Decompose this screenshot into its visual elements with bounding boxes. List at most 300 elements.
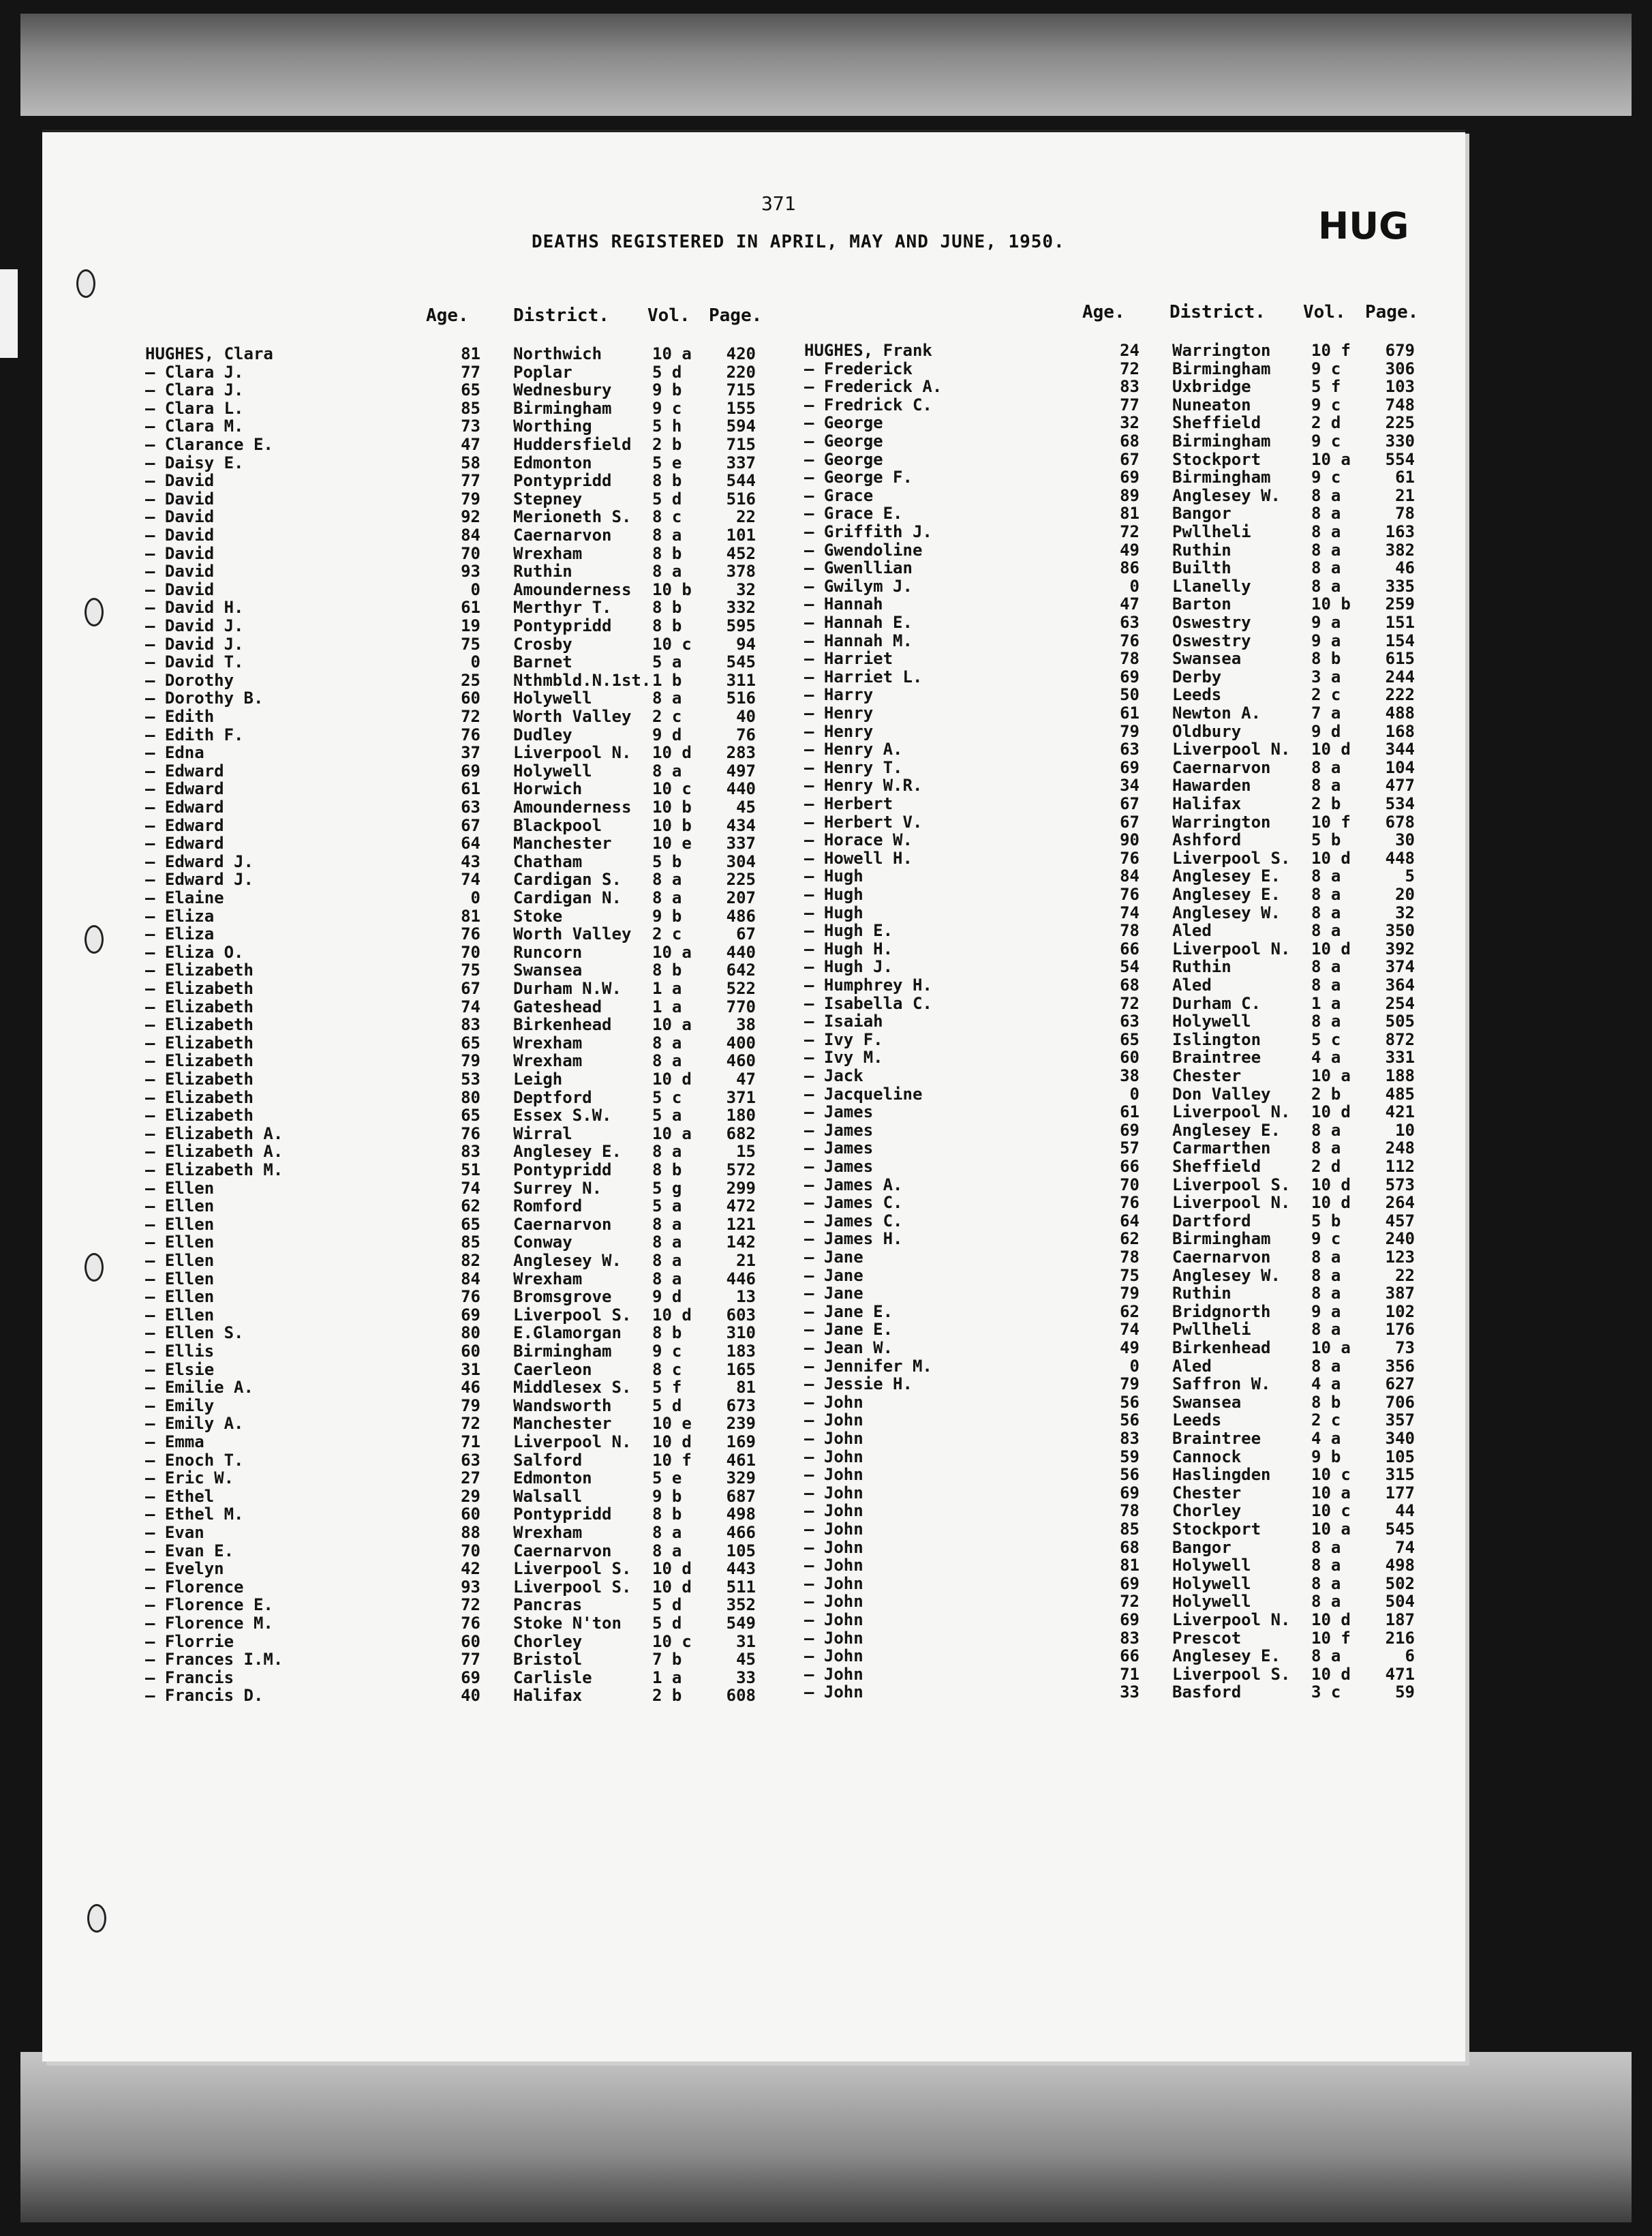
entry-age: 60: [1120, 1048, 1139, 1068]
entry-age: 0: [470, 579, 480, 599]
entry-page: 364: [1385, 976, 1415, 995]
entry-district: Bromsgrove: [513, 1287, 612, 1307]
entry-name: — Frederick: [804, 359, 913, 378]
entry-district: Poplar: [513, 362, 572, 382]
entry-page: 356: [1385, 1356, 1415, 1376]
entry-page: 544: [726, 471, 756, 491]
entry-page: 382: [1385, 540, 1415, 560]
entry-age: 63: [1120, 613, 1139, 632]
entry-row: [804, 558, 1418, 577]
entry-page: 10: [1395, 1120, 1415, 1140]
entry-row: [145, 544, 759, 562]
entry-name: — Edward: [145, 779, 224, 799]
entry-age: 0: [1129, 576, 1139, 596]
entry-district: Amounderness: [513, 798, 632, 817]
entry-name: — Gwenllian: [804, 558, 913, 578]
entry-vol: 7 a: [1311, 704, 1341, 723]
entry-vol: 8 a: [652, 1251, 682, 1270]
entry-name: — Harry: [804, 685, 874, 705]
entry-age: 76: [461, 924, 480, 944]
entry-page: 188: [1385, 1066, 1415, 1085]
entry-row: [804, 667, 1418, 686]
entry-district: Caernarvon: [1172, 1248, 1271, 1267]
entry-page: 502: [1385, 1573, 1415, 1593]
entry-page: 101: [726, 526, 756, 545]
entry-vol: 8 a: [1311, 558, 1341, 578]
entry-row: [804, 359, 1418, 378]
entry-vol: 9 c: [1311, 1229, 1341, 1249]
entry-row: [804, 866, 1418, 885]
entry-row: [804, 1393, 1418, 1411]
entry-district: Runcorn: [513, 942, 583, 962]
entry-age: 61: [1120, 704, 1139, 723]
entry-age: 46: [461, 1378, 480, 1398]
entry-age: 79: [461, 1395, 480, 1415]
entry-age: 72: [1120, 993, 1139, 1013]
entry-row: [145, 453, 759, 472]
entry-district: Anglesey E.: [1172, 1120, 1281, 1140]
entry-district: Edmonton: [513, 453, 592, 472]
entry-row: [145, 1414, 759, 1432]
entry-row: [804, 921, 1418, 939]
entry-district: Wandsworth: [513, 1395, 612, 1415]
entry-district: Chorley: [1172, 1501, 1242, 1521]
entry-row: [145, 471, 759, 489]
entry-age: 0: [1129, 1356, 1139, 1376]
page-number: 371: [761, 192, 796, 215]
entry-age: 74: [1120, 1320, 1139, 1340]
entry-page: 554: [1385, 449, 1415, 469]
entry-name: — Jane: [804, 1284, 863, 1303]
entry-page: 595: [726, 616, 756, 635]
entry-age: 76: [461, 1614, 480, 1633]
entry-name: — Elizabeth: [145, 961, 254, 980]
entry-row: [804, 1592, 1418, 1610]
entry-row: [804, 1429, 1418, 1447]
entry-name: — Jacqueline: [804, 1084, 923, 1104]
entry-row: [804, 1501, 1418, 1520]
entry-row: [145, 671, 759, 689]
entry-page: 222: [1385, 685, 1415, 705]
entry-page: 420: [726, 344, 756, 363]
entry-age: 70: [461, 1541, 480, 1560]
entry-name: — Emily A.: [145, 1414, 244, 1434]
entry-vol: 8 a: [652, 1541, 682, 1560]
entry-age: 63: [1120, 740, 1139, 759]
entry-name: — Elizabeth: [145, 1033, 254, 1053]
entry-vol: 8 b: [652, 961, 682, 980]
entry-name: — Ellen S.: [145, 1323, 244, 1343]
entry-vol: 5 f: [652, 1378, 682, 1398]
scan-top-edge: [20, 14, 1632, 116]
entry-name: — Henry A.: [804, 740, 903, 759]
entry-vol: 8 a: [652, 689, 682, 708]
entry-vol: 8 a: [1311, 1284, 1341, 1303]
entry-row: [145, 1686, 759, 1704]
entry-vol: 5 f: [1311, 377, 1341, 397]
entry-age: 70: [461, 543, 480, 563]
entry-vol: 10 f: [1311, 1628, 1351, 1648]
entry-name: — Horace W.: [804, 830, 913, 850]
entry-district: Pontypridd: [513, 1505, 612, 1524]
entry-district: Wrexham: [513, 1051, 583, 1071]
entry-name: — Ellen: [145, 1196, 215, 1216]
entry-row: [804, 939, 1418, 958]
entry-name: — John: [804, 1465, 863, 1485]
entry-name: — George: [804, 413, 883, 433]
entry-district: Pontypridd: [513, 616, 612, 635]
entry-district: Manchester: [513, 1414, 612, 1434]
entry-name: — Edith F.: [145, 725, 244, 744]
entry-district: Ashford: [1172, 830, 1242, 850]
entry-district: Anglesey W.: [513, 1251, 622, 1270]
entry-row: [145, 1160, 759, 1179]
entry-age: 65: [461, 1033, 480, 1053]
entry-name: — David: [145, 507, 215, 527]
entry-name: — David: [145, 489, 215, 509]
entry-name: — Jack: [804, 1066, 863, 1085]
entry-district: Pwllheli: [1172, 522, 1251, 541]
entry-age: 69: [461, 1305, 480, 1325]
entry-age: 37: [461, 743, 480, 763]
entry-row: [804, 1085, 1418, 1103]
entry-name: HUGHES, Clara: [145, 344, 273, 363]
entry-vol: 3 c: [1311, 1682, 1341, 1702]
entry-district: Birmingham: [1172, 359, 1271, 378]
entry-page: 264: [1385, 1193, 1415, 1213]
entry-row: [145, 1650, 759, 1668]
entry-name: — James: [804, 1120, 874, 1140]
entry-page: 45: [736, 1650, 756, 1670]
entry-age: 67: [461, 979, 480, 998]
entry-age: 62: [1120, 1301, 1139, 1321]
entry-age: 0: [470, 888, 480, 907]
entry-vol: 9 c: [652, 398, 682, 418]
entry-district: Braintree: [1172, 1048, 1261, 1068]
entry-vol: 5 e: [652, 453, 682, 472]
entry-age: 64: [1120, 1211, 1139, 1230]
entry-page: 168: [1385, 721, 1415, 741]
entry-page: 61: [1395, 468, 1415, 487]
entry-vol: 8 a: [1311, 522, 1341, 541]
entry-row: [145, 380, 759, 399]
entry-name: — Ivy F.: [804, 1029, 883, 1049]
entry-page: 220: [726, 362, 756, 382]
entry-name: — Henry: [804, 704, 874, 723]
entry-vol: 8 b: [652, 598, 682, 618]
entry-vol: 5 b: [1311, 1211, 1341, 1230]
entry-district: Uxbridge: [1172, 377, 1251, 397]
entry-district: Caernarvon: [513, 1541, 612, 1560]
entry-district: Stockport: [1172, 1520, 1261, 1539]
entry-vol: 10 e: [652, 1414, 692, 1434]
entry-district: Liverpool S.: [1172, 1664, 1291, 1684]
entry-name: — Enoch T.: [145, 1450, 244, 1470]
entry-page: 488: [1385, 704, 1415, 723]
entry-district: Bangor: [1172, 504, 1232, 524]
entry-name: — Henry: [804, 721, 874, 741]
entry-age: 76: [1120, 885, 1139, 904]
entry-age: 58: [461, 453, 480, 472]
entry-page: 715: [726, 380, 756, 400]
entry-age: 31: [461, 1359, 480, 1379]
entry-district: Bristol: [513, 1650, 583, 1670]
entry-age: 81: [461, 344, 480, 363]
entry-vol: 8 b: [652, 1323, 682, 1343]
entry-row: [804, 541, 1418, 559]
entry-age: 83: [461, 1015, 480, 1035]
entry-name: — George F.: [804, 468, 913, 487]
entry-name: — Jane: [804, 1248, 863, 1267]
entry-age: 83: [1120, 377, 1139, 397]
entry-vol: 8 a: [652, 761, 682, 781]
entry-name: — Evelyn: [145, 1559, 224, 1579]
entry-name: — David H.: [145, 598, 244, 618]
entry-page: 545: [726, 652, 756, 672]
entry-row: [145, 344, 759, 363]
entry-age: 60: [461, 1342, 480, 1361]
entry-district: Cardigan N.: [513, 888, 622, 907]
entry-row: [145, 1468, 759, 1487]
entry-district: Anglesey E.: [1172, 885, 1281, 904]
entry-page: 6: [1405, 1646, 1415, 1666]
entry-row: [804, 1320, 1418, 1338]
entry-name: — Hugh: [804, 885, 863, 904]
entry-page: 679: [1385, 341, 1415, 360]
entry-page: 400: [726, 1033, 756, 1053]
entry-age: 68: [1120, 432, 1139, 451]
entry-age: 68: [1120, 976, 1139, 995]
entry-age: 43: [461, 851, 480, 871]
entry-row: [145, 598, 759, 616]
entry-page: 340: [1385, 1429, 1415, 1448]
entry-row: [145, 1033, 759, 1052]
entry-page: 687: [726, 1486, 756, 1506]
entry-vol: 9 c: [652, 1342, 682, 1361]
entry-vol: 8 a: [1311, 757, 1341, 777]
entry-row: [804, 740, 1418, 758]
entry-name: — Herbert V.: [804, 812, 923, 832]
entry-district: Birmingham: [1172, 432, 1271, 451]
entry-district: Amounderness: [513, 579, 632, 599]
entry-district: Pontypridd: [513, 471, 612, 491]
entry-name: — John: [804, 1520, 863, 1539]
entry-name: — Clara J.: [145, 380, 244, 400]
entry-page: 466: [726, 1523, 756, 1542]
entry-district: Stoke N'ton: [513, 1614, 622, 1633]
entry-page: 47: [736, 1070, 756, 1089]
entry-page: 225: [726, 870, 756, 890]
entry-row: [145, 1088, 759, 1106]
entry-name: — Howell H.: [804, 848, 913, 868]
entry-district: Basford: [1172, 1682, 1242, 1702]
entry-district: Gateshead: [513, 997, 602, 1016]
entry-district: Ruthin: [1172, 1284, 1232, 1303]
entry-age: 78: [1120, 1501, 1139, 1521]
entry-row: [145, 635, 759, 653]
entry-name: — James H.: [804, 1229, 903, 1249]
entry-name: — Hannah: [804, 594, 883, 614]
entry-page: 344: [1385, 740, 1415, 759]
entry-row: [145, 907, 759, 925]
entry-row: [145, 1541, 759, 1560]
entry-age: 62: [1120, 1229, 1139, 1249]
entry-district: Liverpool S.: [1172, 848, 1291, 868]
entry-vol: 8 a: [652, 562, 682, 581]
entry-district: Pontypridd: [513, 1160, 612, 1179]
entry-district: Romford: [513, 1196, 583, 1216]
entry-vol: 8 b: [652, 1505, 682, 1524]
entry-name: — David: [145, 526, 215, 545]
entry-vol: 2 b: [1311, 794, 1341, 813]
entry-district: Warrington: [1172, 341, 1271, 360]
entry-row: [145, 888, 759, 907]
entry-name: — Jane: [804, 1265, 863, 1285]
entry-district: Sheffield: [1172, 413, 1261, 433]
entry-page: 244: [1385, 667, 1415, 686]
entry-district: Carlisle: [513, 1667, 592, 1687]
entry-page: 497: [726, 761, 756, 781]
entry-vol: 10 d: [1311, 1664, 1351, 1684]
entry-row: [804, 504, 1418, 522]
entry-page: 332: [726, 598, 756, 618]
entry-row: [145, 1451, 759, 1469]
entry-vol: 7 b: [652, 1650, 682, 1670]
entry-name: — David J.: [145, 634, 244, 654]
entry-district: Durham N.W.: [513, 979, 622, 998]
entry-vol: 9 b: [652, 1486, 682, 1506]
entry-row: [145, 725, 759, 744]
entry-row: [145, 399, 759, 417]
entry-age: 34: [1120, 776, 1139, 796]
entry-vol: 5 a: [652, 652, 682, 672]
entry-page: 151: [1385, 613, 1415, 632]
entry-page: 549: [726, 1614, 756, 1633]
entry-row: [804, 957, 1418, 976]
entry-page: 485: [1385, 1084, 1415, 1104]
entry-page: 73: [1395, 1338, 1415, 1357]
entry-age: 47: [461, 435, 480, 454]
entry-page: 461: [726, 1450, 756, 1470]
entry-page: 572: [726, 1160, 756, 1179]
entry-age: 74: [461, 997, 480, 1016]
entry-row: [145, 761, 759, 780]
entry-district: Edmonton: [513, 1468, 592, 1488]
entry-district: Wrexham: [513, 1523, 583, 1542]
entry-district: Chester: [1172, 1066, 1242, 1085]
entry-row: [145, 1668, 759, 1687]
entry-vol: 2 d: [1311, 1157, 1341, 1176]
entry-name: — Elizabeth M.: [145, 1160, 284, 1179]
entry-name: — Elizabeth A.: [145, 1142, 284, 1162]
entry-district: Anglesey W.: [1172, 1265, 1281, 1285]
entry-vol: 10 c: [652, 779, 692, 799]
entry-age: 47: [1120, 594, 1139, 614]
entry-row: [804, 885, 1418, 903]
entry-vol: 8 a: [1311, 976, 1341, 995]
entry-age: 79: [461, 489, 480, 509]
entry-page: 74: [1395, 1537, 1415, 1557]
entry-vol: 5 a: [652, 1196, 682, 1216]
entry-age: 60: [461, 1631, 480, 1651]
entry-name: — David: [145, 471, 215, 491]
entry-age: 27: [461, 1468, 480, 1488]
entry-vol: 2 c: [1311, 685, 1341, 705]
entry-district: Stoke: [513, 906, 563, 926]
entry-row: [804, 849, 1418, 867]
entry-district: Holywell: [1172, 1556, 1251, 1575]
entry-page: 486: [726, 906, 756, 926]
entry-vol: 10 d: [1311, 1610, 1351, 1629]
entry-row: [145, 507, 759, 526]
entry-name: — Edith: [145, 707, 215, 726]
entry-district: Newton A.: [1172, 704, 1261, 723]
entry-district: Salford: [513, 1450, 583, 1470]
entry-vol: 8 a: [1311, 1592, 1341, 1612]
entry-name: — James: [804, 1102, 874, 1122]
entry-district: Wrexham: [513, 1033, 583, 1053]
entry-row: [804, 722, 1418, 740]
entry-name: — Edward J.: [145, 851, 254, 871]
entry-district: Anglesey E.: [1172, 1646, 1281, 1666]
entry-vol: 10 d: [652, 1070, 692, 1089]
entry-page: 177: [1385, 1483, 1415, 1502]
entry-name: — David J.: [145, 616, 244, 635]
entry-district: Crosby: [513, 634, 572, 654]
entry-page: 615: [1385, 649, 1415, 669]
entry-vol: 1 a: [652, 997, 682, 1016]
entry-page: 155: [726, 398, 756, 418]
entry-name: — Elizabeth A.: [145, 1123, 284, 1143]
entry-page: 46: [1395, 558, 1415, 578]
entry-row: [804, 1266, 1418, 1284]
entry-district: Sheffield: [1172, 1157, 1261, 1176]
entry-page: 573: [1385, 1175, 1415, 1194]
entry-age: 61: [461, 779, 480, 799]
entry-page: 448: [1385, 848, 1415, 868]
entry-age: 66: [1120, 1157, 1139, 1176]
entry-age: 76: [1120, 1193, 1139, 1213]
entry-district: Builth: [1172, 558, 1232, 578]
entry-page: 207: [726, 888, 756, 907]
entry-name: — John: [804, 1628, 863, 1648]
entry-district: Dartford: [1172, 1211, 1251, 1230]
entry-district: Durham C.: [1172, 993, 1261, 1013]
entry-age: 65: [461, 1106, 480, 1125]
entry-page: 30: [1395, 830, 1415, 850]
entry-name: — Henry W.R.: [804, 776, 923, 796]
entry-vol: 10 d: [1311, 848, 1351, 868]
entry-page: 22: [1395, 1265, 1415, 1285]
entry-page: 225: [1385, 413, 1415, 433]
entry-name: — John: [804, 1646, 863, 1666]
entry-district: Liverpool N.: [1172, 1193, 1291, 1213]
entry-age: 63: [461, 798, 480, 817]
entry-name: — James A.: [804, 1175, 903, 1194]
entry-district: Conway: [513, 1233, 572, 1252]
entry-district: Barton: [1172, 594, 1232, 614]
entry-age: 59: [1120, 1447, 1139, 1466]
entry-row: [145, 979, 759, 997]
entry-row: [145, 924, 759, 943]
entry-name: — Emilie A.: [145, 1378, 254, 1398]
entry-page: 446: [726, 1269, 756, 1288]
entry-page: 33: [736, 1667, 756, 1687]
entry-row: [145, 417, 759, 435]
entry-vol: 8 a: [652, 1523, 682, 1542]
entry-page: 248: [1385, 1138, 1415, 1158]
entry-page: 440: [726, 942, 756, 962]
